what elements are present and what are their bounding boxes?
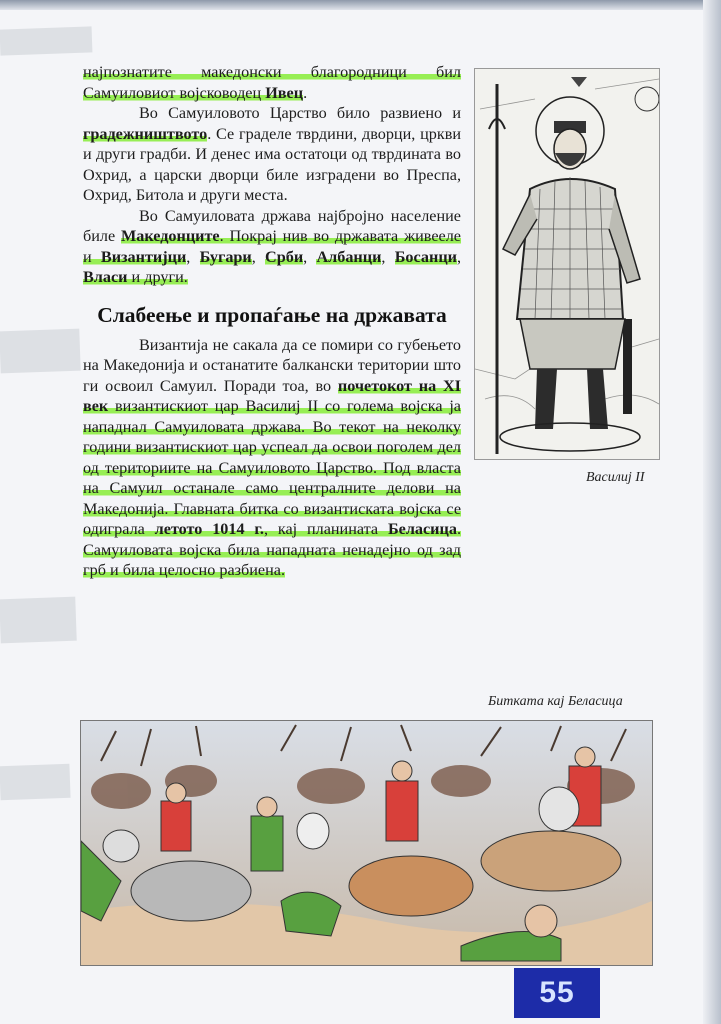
paragraph-text: ,	[381, 247, 395, 266]
paragraph-text: најпознатите македонски благородници бил Самуиловиот војсководец	[83, 63, 461, 102]
tape-strip	[0, 26, 92, 55]
battle-caption: Битката кај Беласица	[488, 694, 623, 709]
portrait-caption: Василиј II	[586, 470, 645, 485]
page-top-edge	[0, 0, 721, 10]
bold-term: Албанци	[316, 247, 382, 266]
bold-term: Македонците	[120, 227, 220, 245]
paragraph-construction	[83, 103, 461, 206]
paragraph-text: ,	[186, 247, 200, 266]
battle-illustration	[80, 720, 653, 966]
bold-term: Ивец	[265, 83, 304, 102]
bold-term: Бугари	[199, 247, 252, 266]
paragraph-text: . Се граделе тврдини, дворци, цркви и други градби. И денес има остатоци од тврдината во Охрид, а царски дворци биле изградени во Преспа, Охрид, Битола и други места.	[83, 124, 461, 204]
paragraph-text: Во Самуиловото Царство било развиено и	[139, 104, 461, 122]
paragraph-text: и други.	[127, 268, 188, 286]
paragraph-text: ,	[303, 247, 317, 266]
paragraph-text: ,	[251, 247, 266, 266]
paragraph-text: . Покрај нив во државата живееле и	[83, 227, 461, 266]
page-right-edge	[703, 0, 721, 1024]
page-number-badge: 55	[514, 968, 600, 1018]
emperor-portrait-illustration	[474, 68, 660, 460]
bold-term: градежништвото	[83, 124, 208, 143]
section-heading: Слабеење и пропаѓање на државата	[97, 302, 447, 327]
paragraph-population	[83, 206, 461, 288]
bold-term: Босанци	[394, 247, 457, 266]
tape-strip	[0, 329, 81, 374]
paragraph-decline	[83, 335, 461, 581]
paragraph-text: Во Самуиловата држава најбројно население биле	[83, 206, 461, 245]
paragraph-text: Византија не сакала да се помири со губењето на Македонија и останатите балкански територии што ги освоил Самуил. Поради тоа, во	[83, 335, 461, 395]
main-text-column	[83, 62, 461, 581]
bold-term: Византијци	[100, 247, 187, 266]
bold-term: Беласица	[387, 520, 457, 538]
bold-term: почетокот на XI век	[83, 376, 461, 415]
paragraph-text: , кај планината	[263, 520, 388, 538]
emperor-figure-drawing	[475, 69, 659, 459]
paragraph-nobles	[83, 62, 461, 103]
bold-term: летото 1014 г.	[154, 520, 264, 538]
bold-term: Срби	[265, 247, 304, 266]
battle-scene-drawing	[81, 721, 652, 965]
paragraph-text: . Самуиловата војска била нападната ненадејно од зад грб и била целосно разбиена.	[83, 520, 461, 579]
tape-strip	[0, 597, 77, 644]
paragraph-text: византискиот цар Василиј II со голема војска ја нападнал Самуиловата држава. Во текот на неколку години византискиот цар успеал да освои поголем дел од териториите на Самуиловото Царство. Под власта на Самуил останале само централните делови на Македонија. Главната битка со византиската војска се одиграла	[83, 397, 461, 538]
paragraph-text: .	[303, 83, 308, 102]
tape-strip	[0, 764, 71, 800]
paragraph-text: ,	[456, 247, 462, 266]
bold-term: Власи	[83, 268, 128, 286]
